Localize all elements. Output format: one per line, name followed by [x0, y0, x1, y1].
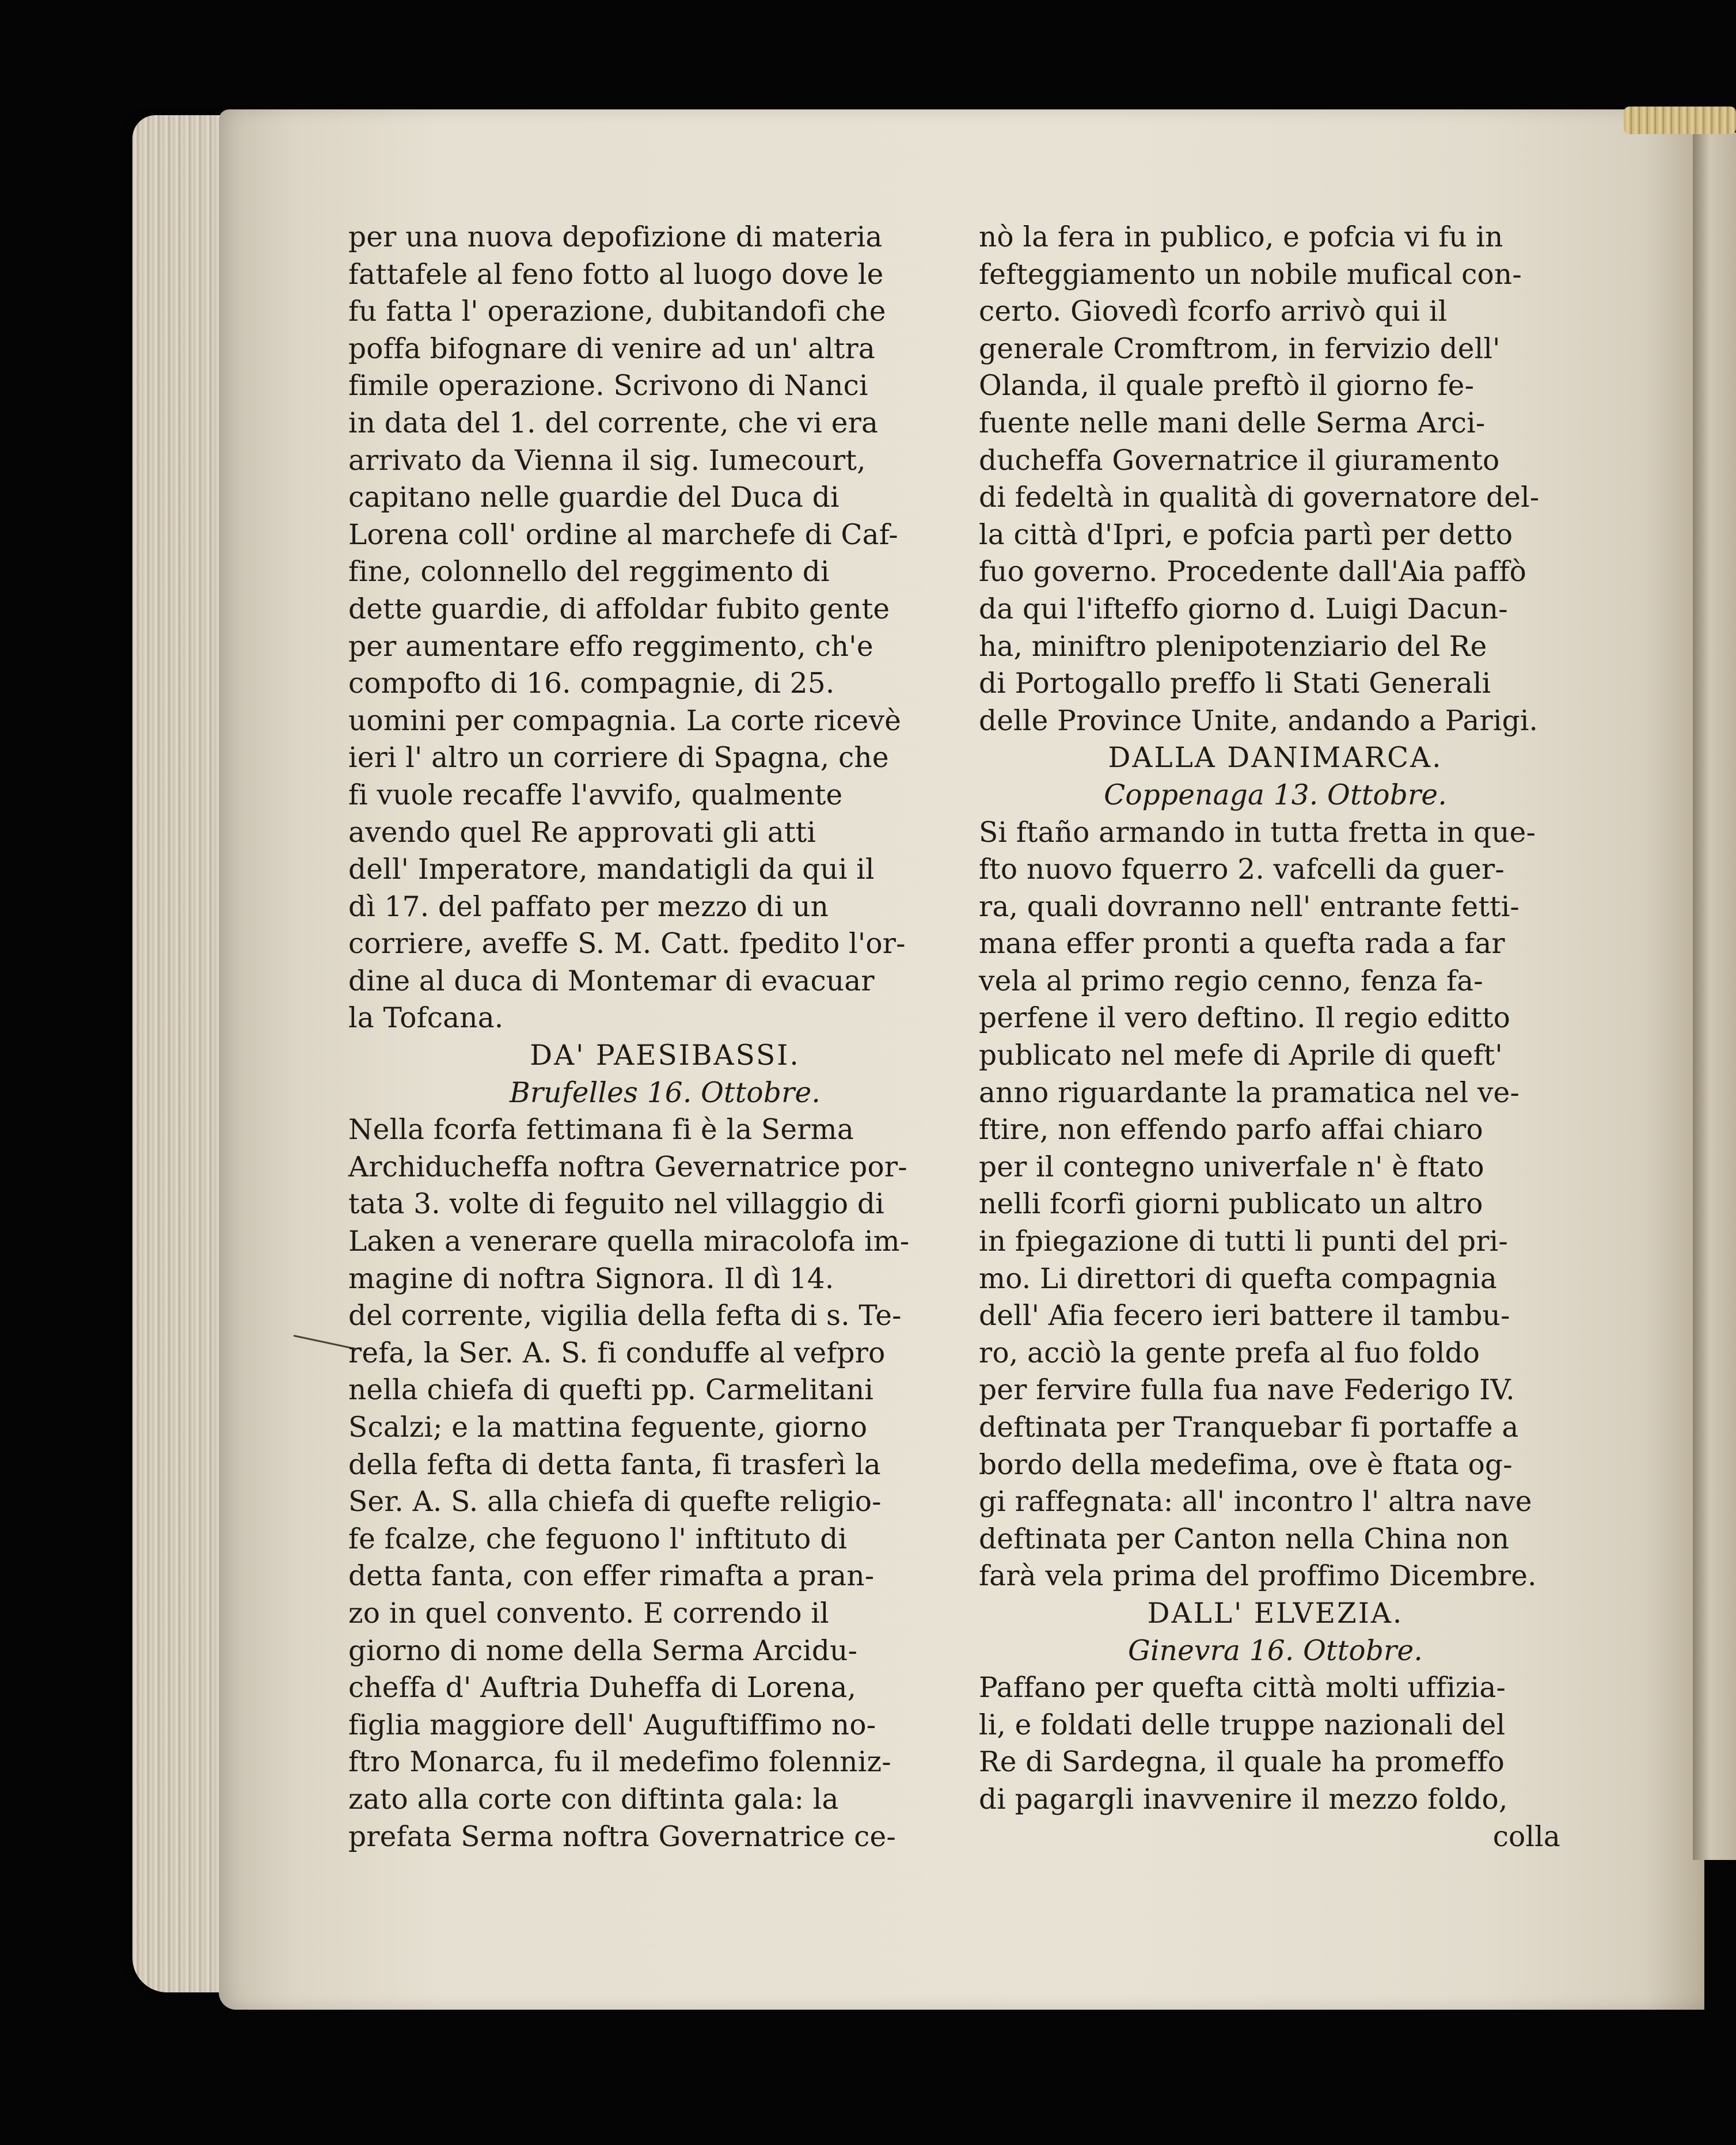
text-line: dì 17. del paffato per mezzo di un — [348, 890, 829, 923]
section-heading: DALL' ELVEZIA. — [1147, 1597, 1404, 1630]
text-line: Archiducheffa noftra Gevernatrice por- — [348, 1151, 907, 1183]
text-line: mana effer pronti a quefta rada a far — [979, 928, 1505, 960]
text-line: di fedeltà in qualità di governatore del- — [979, 481, 1540, 514]
text-line: ieri l' altro un corriere di Spagna, che — [348, 742, 889, 775]
text-line: publicato nel mefe di Aprile di queft' — [979, 1039, 1503, 1072]
text-line: la Tofcana. — [348, 1002, 504, 1035]
text-line: deftinata per Tranquebar fi portaffe a — [979, 1411, 1519, 1444]
text-line: vela al primo regio cenno, fenza fa- — [979, 965, 1483, 997]
text-line: fine, colonnello del reggimento di — [348, 556, 830, 589]
text-line: di pagargli inavvenire il mezzo foldo, — [979, 1783, 1508, 1816]
text-line: zato alla corte con diftinta gala: la — [348, 1783, 839, 1816]
text-line: nella chiefa di quefti pp. Carmelitani — [348, 1374, 874, 1407]
text-line: Lorena coll' ordine al marchefe di Caf- — [348, 518, 898, 551]
text-line: dette guardie, di affoldar fubito gente — [348, 593, 890, 625]
text-line: fuo governo. Procedente dall'Aia paffò — [979, 556, 1527, 589]
text-line: in data del 1. del corrente, che vi era — [348, 407, 879, 439]
text-line: fefteggiamento un nobile mufical con- — [979, 258, 1522, 291]
text-line: Paffano per quefta città molti uffizia- — [979, 1672, 1506, 1704]
text-line: fattafele al feno fotto al luogo dove le — [348, 258, 884, 291]
text-line: per aumentare effo reggimento, ch'e — [348, 630, 873, 663]
text-line: compofto di 16. compagnie, di 25. — [348, 667, 835, 700]
section-heading: DA' PAESIBASSI. — [530, 1039, 800, 1072]
dateline: Coppenaga 13. Ottobre. — [1104, 779, 1447, 811]
text-line: Si ftaño armando in tutta fretta in que- — [979, 816, 1536, 849]
text-line: ra, quali dovranno nell' entrante fetti- — [979, 890, 1520, 923]
text-line: arrivato da Vienna il sig. Iumecourt, — [348, 444, 866, 477]
text-line: da qui l'ifteffo giorno d. Luigi Dacun- — [979, 593, 1508, 625]
text-line: ro, acciò la gente prefa al fuo foldo — [979, 1337, 1480, 1369]
left-text-column — [348, 219, 982, 1855]
right-text-column — [979, 219, 1572, 1855]
text-line: avendo quel Re approvati gli atti — [348, 816, 816, 849]
text-line: figlia maggiore dell' Auguftiffimo no- — [348, 1709, 876, 1741]
text-line: bordo della medefima, ove è ftata og- — [979, 1448, 1513, 1481]
text-line: per il contegno univerfale n' è ftato — [979, 1151, 1484, 1183]
text-line: Laken a venerare quella miracolofa im- — [348, 1225, 910, 1258]
text-line: giorno di nome della Serma Arcidu- — [348, 1634, 858, 1667]
binding-gutter — [1693, 132, 1736, 1860]
text-line: delle Province Unite, andando a Parigi. — [979, 704, 1539, 737]
text-line: corriere, aveffe S. M. Catt. fpedito l'or- — [348, 928, 906, 960]
text-line: generale Cromftrom, in fervizio dell' — [979, 332, 1501, 365]
text-line: tata 3. volte di feguito nel villaggio di — [348, 1188, 884, 1221]
text-line: Scalzi; e la mattina feguente, giorno — [348, 1411, 868, 1444]
text-line: ftro Monarca, fu il medefimo folenniz- — [348, 1746, 891, 1779]
text-line: mo. Li direttori di quefta compagnia — [979, 1262, 1497, 1295]
text-line: della fefta di detta fanta, fi trasferì la — [348, 1448, 881, 1481]
text-line: dell' Afia fecero ieri battere il tambu- — [979, 1300, 1510, 1332]
text-line: fuente nelle mani delle Serma Arci- — [979, 407, 1486, 439]
text-line: la città d'Ipri, e pofcia partì per detto — [979, 518, 1513, 551]
text-line: dell' Imperatore, mandatigli da qui il — [348, 853, 875, 886]
text-line: per una nuova depofizione di materia — [348, 221, 883, 253]
text-line: in fpiegazione di tutti li punti del pri- — [979, 1225, 1508, 1258]
text-line: zo in quel convento. E correndo il — [348, 1597, 829, 1630]
text-line: li, e foldati delle truppe nazionali del — [979, 1709, 1506, 1741]
dateline: Ginevra 16. Ottobre. — [1128, 1634, 1423, 1667]
text-line: Olanda, il quale preftò il giorno fe- — [979, 370, 1475, 403]
text-line: Nella fcorfa fettimana fi è la Serma — [348, 1114, 854, 1146]
text-line: perfene il vero deftino. Il regio editto — [979, 1002, 1510, 1035]
text-line: poffa bifognare di venire ad un' altra — [348, 332, 876, 365]
text-line: per fervire fulla fua nave Federigo IV. — [979, 1374, 1515, 1407]
text-line: deftinata per Canton nella China non — [979, 1523, 1510, 1555]
text-line: ducheffa Governatrice il giuramento — [979, 444, 1500, 477]
binding-thread — [1624, 107, 1736, 134]
text-line: nò la fera in publico, e pofcia vi fu in — [979, 221, 1503, 253]
catchword: colla — [1492, 1820, 1560, 1853]
text-line: fe fcalze, che feguono l' inftituto di — [348, 1523, 848, 1555]
text-line: uomini per compagnia. La corte ricevè — [348, 704, 902, 737]
dateline: Brufelles 16. Ottobre. — [510, 1076, 820, 1109]
text-line: detta fanta, con effer rimafta a pran- — [348, 1560, 875, 1593]
text-line: cheffa d' Auftria Duheffa di Lorena, — [348, 1672, 857, 1704]
text-line: certo. Giovedì fcorfo arrivò qui il — [979, 295, 1448, 328]
text-line: Re di Sardegna, il quale ha promeffo — [979, 1746, 1505, 1779]
text-line: fu fatta l' operazione, dubitandofi che — [348, 295, 886, 328]
text-line: capitano nelle guardie del Duca di — [348, 481, 839, 514]
text-line: prefata Serma noftra Governatrice ce- — [348, 1820, 896, 1853]
text-line: fi vuole recaffe l'avvifo, qualmente — [348, 779, 843, 811]
text-line: ha, miniftro plenipotenziario del Re — [979, 630, 1487, 663]
text-line: refa, la Ser. A. S. fi conduffe al vefpro — [348, 1337, 886, 1369]
text-line: di Portogallo preffo li Stati Generali — [979, 667, 1491, 700]
section-heading: DALLA DANIMARCA. — [1108, 742, 1443, 775]
text-line: nelli fcorfi giorni publicato un altro — [979, 1188, 1483, 1221]
text-line: Ser. A. S. alla chiefa di quefte religio- — [348, 1486, 882, 1518]
text-line: magine di noftra Signora. Il dì 14. — [348, 1262, 834, 1295]
text-line: fimile operazione. Scrivono di Nanci — [348, 370, 868, 403]
text-line: fto nuovo fquerro 2. vafcelli da guer- — [979, 853, 1505, 886]
text-line: del corrente, vigilia della fefta di s. Te- — [348, 1300, 902, 1332]
text-line: ftire, non effendo parfo affai chiaro — [979, 1114, 1483, 1146]
text-line: farà vela prima del proffimo Dicembre. — [979, 1560, 1537, 1593]
text-line: gi raffegnata: all' incontro l' altra nave — [979, 1486, 1532, 1518]
text-line: dine al duca di Montemar di evacuar — [348, 965, 875, 997]
text-line: anno riguardante la pramatica nel ve- — [979, 1076, 1520, 1109]
